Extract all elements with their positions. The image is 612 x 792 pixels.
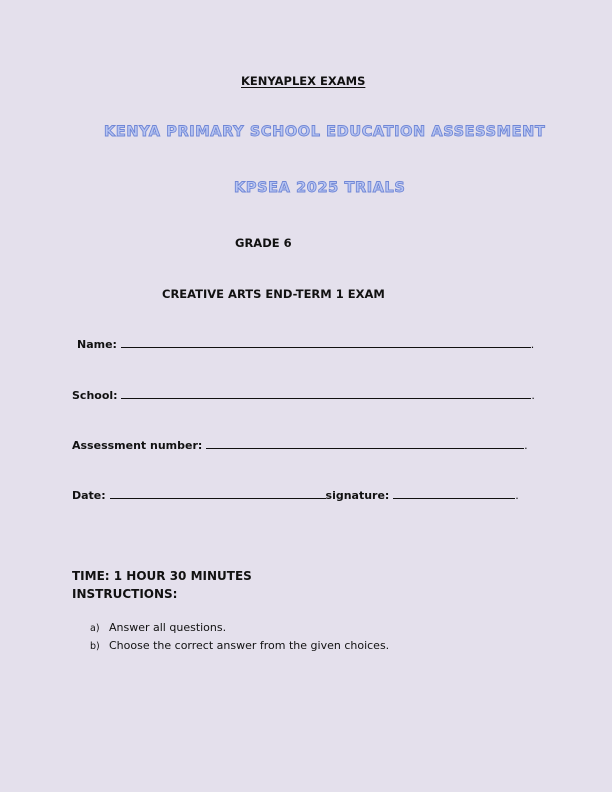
list-marker: b) [90, 641, 100, 652]
name-field: Name: . [77, 338, 535, 351]
time-allowed: TIME: 1 HOUR 30 MINUTES [72, 569, 252, 583]
assessment-number-field: Assessment number: . [72, 439, 528, 452]
school-label: School: [72, 389, 118, 402]
trials-title: KPSEA 2025 TRIALS [234, 180, 406, 196]
instruction-item [90, 621, 226, 634]
instructions-heading: INSTRUCTIONS: [72, 587, 178, 601]
signature-label: signature: [325, 489, 390, 502]
assessment-number-blank[interactable] [206, 438, 524, 449]
exam-title: CREATIVE ARTS END-TERM 1 EXAM [162, 287, 385, 301]
list-marker: a) [90, 623, 100, 634]
date-signature-field: Date: signature: . [72, 489, 519, 502]
assessment-title: KENYA PRIMARY SCHOOL EDUCATION ASSESSMENT [104, 124, 546, 140]
assessment-number-label: Assessment number: [72, 439, 203, 452]
grade-label: GRADE 6 [235, 236, 292, 250]
instruction-text: Answer all questions. [109, 621, 227, 634]
date-blank[interactable] [110, 488, 326, 499]
brand-title: KENYAPLEX EXAMS [241, 74, 366, 88]
signature-blank[interactable] [393, 488, 515, 499]
school-blank[interactable] [121, 388, 531, 399]
school-field: School: . [72, 389, 535, 402]
instruction-text: Choose the correct answer from the given choices. [109, 639, 390, 652]
instruction-item [90, 639, 389, 652]
name-label: Name: [77, 338, 117, 351]
name-blank[interactable] [121, 337, 531, 348]
date-label: Date: [72, 489, 106, 502]
